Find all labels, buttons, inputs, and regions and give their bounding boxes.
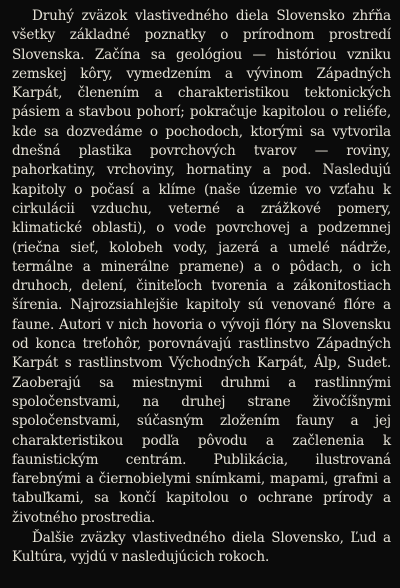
blurb-paragraph-main: Druhý zväzok vlastivedného diela Slovensko zhŕňa všetky základné poznatky o prírodnom prostredí Slovenska. Začína sa geológiou — históriou vzniku zemskej kôry, vymedzením a vývinom Západných Karpát, členením a charakteristikou tektonických pásiem a stavbou pohorí; pokračuje kapitolou o reliéfe, kde sa dozvedáme o pochodoch, ktorými sa vytvorila dnešná plastika povrchových tvarov — roviny, pahorkatiny, vrchoviny, hornatiny a pod. Nasledujú kapitoly o počasí a klíme (naše územie vo vzťahu k cirkulácii vzduchu, veterné a zrážkové pomery, klimatické oblasti), o vode povrchovej a podzemnej (riečna sieť, kolobeh vody, jazerá a umelé nádrže, termálne a minerálne pramene) a o pôdach, o ich druhoch, delení, činiteľoch tvorenia a zákonitostiach šírenia. Najrozsiahlejšie kapitoly sú venované flóre a faune. Autori v nich hovoria o vývoji flóry na Slovensku od konca treťohôr, porovnávajú rastlinstvo Západných Karpát s rastlinstvom Východných Karpát, Álp, Sudet. Zaoberajú sa miestnymi druhmi a rastlinnými spoločenstvami, na druhej strane živočíšnymi spoločenstvami, súčasným zložením fauny a jej charakteristikou podľa pôvodu a začlenenia k faunistickým centrám. Publikácia, ilustrovaná farebnými a čiernobielymi snímkami, mapami, grafmi a tabuľkami, sa končí kapitolou o ochrane prírody a životného prostredia. [12, 8, 391, 526]
blurb-paragraph-closing: Ďalšie zväzky vlastivedného diela Slovensko, Ľud a Kultúra, vyjdú v nasledujúcich rokoch. [12, 530, 391, 566]
